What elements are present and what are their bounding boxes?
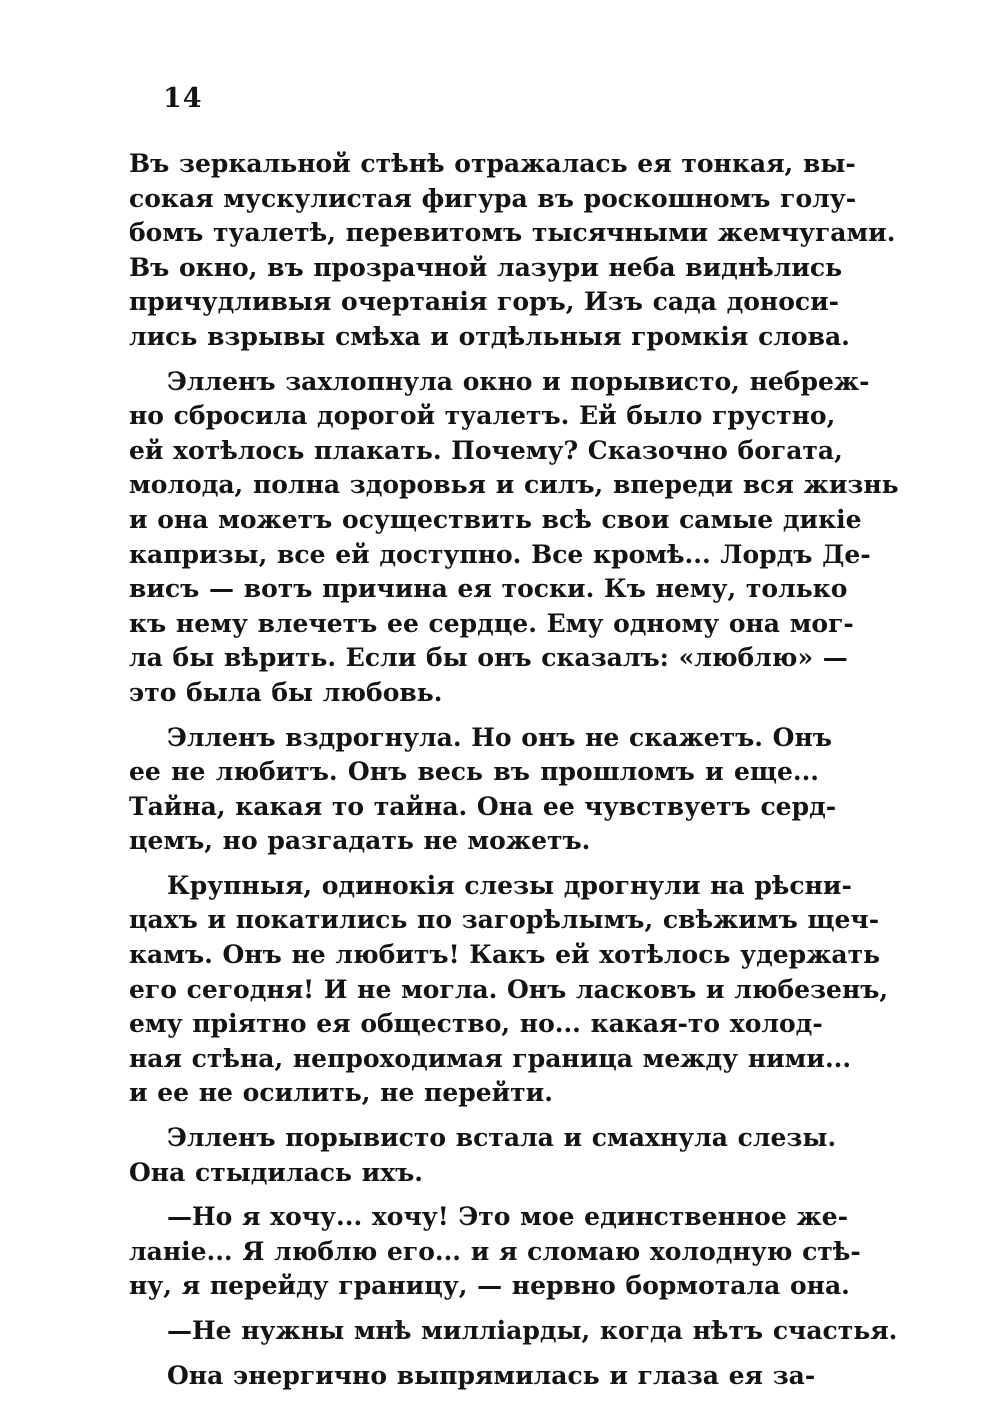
text-line: ну, я перейду границу, — нервно бормотала она. [129, 1271, 850, 1301]
text-line: камъ. Онъ не любитъ! Какъ ей хотѣлось удержать [129, 940, 881, 970]
text-line: и ее не осилить, не перейти. [129, 1078, 553, 1108]
text-line: капризы, все ей доступно. Все кромѣ... Лордъ Де- [129, 539, 871, 569]
text-line: но сбросила дорогой туалетъ. Ей было грустно, [129, 401, 836, 431]
text-line: Крупныя, одинокія слезы дрогнули на рѣсни- [167, 870, 852, 900]
text-line: Элленъ вздрогнула. Но онъ не скажетъ. Онъ [167, 722, 832, 752]
paragraph [129, 365, 899, 711]
text-line: Она стыдилась ихъ. [129, 1157, 424, 1187]
text-line: молода, полна здоровья и силъ, впереди вся жизнь [129, 470, 899, 500]
body-text [129, 147, 899, 1403]
text-line: его сегодня! И не могла. Онъ ласковъ и любезенъ, [129, 974, 889, 1004]
text-line: ей хотѣлось плакать. Почему? Сказочно богата, [129, 435, 843, 465]
paragraph [129, 1314, 898, 1349]
text-line: Элленъ порывисто встала и смахнула слезы. [167, 1123, 837, 1153]
text-line: цемъ, но разгадать не можетъ. [129, 826, 591, 856]
text-line: сокая мускулистая фигура въ роскошномъ голу- [129, 183, 857, 213]
page-number: 14 [163, 83, 203, 114]
paragraph [129, 1359, 819, 1394]
text-line: Она энергично выпрямилась и глаза ея за- [167, 1360, 816, 1390]
text-line: висъ — вотъ причина ея тоски. Къ нему, только [129, 574, 848, 604]
text-line: ланіе... Я люблю его... и я сломаю холодную стѣ- [129, 1236, 861, 1266]
text-line: Тайна, какая то тайна. Она ее чувствуетъ серд- [129, 791, 837, 821]
text-line: цахъ и покатились по загорѣлымъ, свѣжимъ щеч- [129, 905, 880, 935]
text-line: ее не любитъ. Онъ весь въ прошломъ и еще... [129, 757, 819, 787]
text-line: бомъ туалетѣ, перевитомъ тысячными жемчугами. [129, 218, 896, 248]
text-line: къ нему влечетъ ее сердце. Ему одному она мог- [129, 608, 854, 638]
text-line: ла бы вѣрить. Если бы онъ сказалъ: «люблю» — [129, 643, 848, 673]
paragraph [129, 147, 896, 355]
paragraph [129, 1200, 861, 1304]
text-line: это была бы любовь. [129, 677, 443, 707]
text-line: ная стѣна, непроходимая граница между ними... [129, 1043, 852, 1073]
text-line: лись взрывы смѣха и отдѣльныя громкія слова. [129, 321, 850, 351]
text-line: Элленъ захлопнула окно и порывисто, небреж- [167, 366, 870, 396]
text-line: причудливыя очертанія горъ, Изъ сада доноси- [129, 287, 840, 317]
text-line: и она можетъ осуществить всѣ свои самые дикіе [129, 504, 862, 534]
text-line: Въ зеркальной стѣнѣ отражалась ея тонкая, вы- [129, 149, 856, 178]
paragraph [129, 1121, 837, 1190]
text-line: —Не нужны мнѣ милліарды, когда нѣтъ счастья. [167, 1316, 898, 1345]
text-line: Въ окно, въ прозрачной лазури неба виднѣлись [129, 252, 843, 282]
paragraph [129, 721, 837, 859]
paragraph [129, 869, 889, 1111]
text-line: ему пріятно ея общество, но... какая-то холод- [129, 1009, 823, 1039]
text-line: —Но я хочу... хочу! Это мое единственное же- [167, 1202, 848, 1232]
